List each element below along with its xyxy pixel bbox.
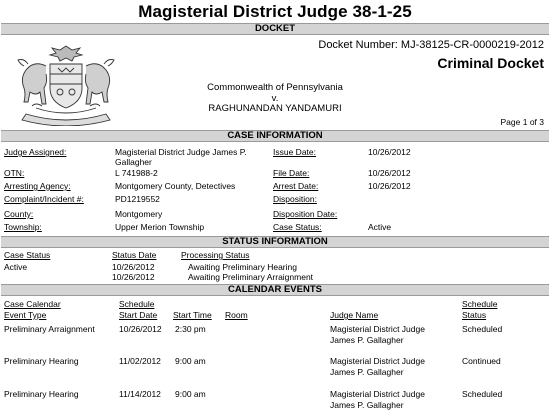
otn-label: OTN: xyxy=(4,168,25,178)
issue-date-value: 10/26/2012 xyxy=(368,147,411,157)
status-row-date: 10/26/2012 xyxy=(112,272,155,282)
event-time: 9:00 am xyxy=(175,389,206,399)
status-row-processing: Awaiting Preliminary Arraignment xyxy=(188,272,314,282)
event-date: 10/26/2012 xyxy=(119,324,162,334)
case-information-band: CASE INFORMATION xyxy=(1,130,549,142)
event-judge-line2: James P. Gallagher xyxy=(330,335,404,345)
judge-assigned-value: Magisterial District Judge James P. Gallagher xyxy=(115,147,247,167)
event-status: Scheduled xyxy=(462,324,503,334)
status-row-date: 10/26/2012 xyxy=(112,262,155,272)
event-time: 9:00 am xyxy=(175,356,206,366)
issue-date-label: Issue Date: xyxy=(273,147,316,157)
pennsylvania-seal-icon xyxy=(6,40,126,126)
complaint-value: PD1219552 xyxy=(115,194,160,204)
complaint-label: Complaint/Incident #: xyxy=(4,194,84,204)
page-title: Magisterial District Judge 38-1-25 xyxy=(138,2,412,21)
arrest-date-value: 10/26/2012 xyxy=(368,181,411,191)
col-schedule-status-top: Schedule xyxy=(462,299,498,309)
case-status-label: Case Status: xyxy=(273,222,322,232)
event-date: 11/14/2012 xyxy=(119,389,161,399)
caption-plaintiff: Commonwealth of Pennsylvania xyxy=(207,82,343,93)
arrest-date-label: Arrest Date: xyxy=(273,181,319,191)
disposition-date-label: Disposition Date: xyxy=(273,209,338,219)
file-date-value: 10/26/2012 xyxy=(368,168,411,178)
township-value: Upper Merion Township xyxy=(115,222,205,232)
col-case-status: Case Status xyxy=(4,250,51,260)
col-start-time: Start Time xyxy=(173,310,212,320)
caption-defendant: RAGHUNANDAN YANDAMURI xyxy=(208,103,342,114)
event-judge-line1: Magisterial District Judge xyxy=(330,324,425,334)
event-status: Scheduled xyxy=(462,389,503,399)
col-schedule: Schedule xyxy=(119,299,155,309)
docket-number: Docket Number: MJ-38125-CR-0000219-2012 xyxy=(318,39,544,51)
county-label: County: xyxy=(4,209,34,219)
docket-band: DOCKET xyxy=(1,23,549,35)
arresting-agency-value: Montgomery County, Detectives xyxy=(115,181,236,191)
status-case-status-value: Active xyxy=(4,262,28,272)
col-judge-name: Judge Name xyxy=(330,310,379,320)
event-type: Preliminary Hearing xyxy=(4,389,79,399)
file-date-label: File Date: xyxy=(273,168,310,178)
col-schedule-status: Status xyxy=(462,310,487,320)
col-room: Room xyxy=(225,310,248,320)
event-judge-line2: James P. Gallagher xyxy=(330,400,404,410)
page-indicator: Page 1 of 3 xyxy=(500,117,544,127)
event-judge-line1: Magisterial District Judge xyxy=(330,356,425,366)
judge-assigned-label: Judge Assigned: xyxy=(4,147,67,157)
township-label: Township: xyxy=(4,222,42,232)
status-information-band: STATUS INFORMATION xyxy=(1,236,549,248)
event-judge-line2: James P. Gallagher xyxy=(330,367,404,377)
arresting-agency-label: Arresting Agency: xyxy=(4,181,71,191)
calendar-events-band: CALENDAR EVENTS xyxy=(1,284,549,296)
col-case-calendar: Case Calendar xyxy=(4,299,61,309)
col-event-type: Event Type xyxy=(4,310,47,320)
case-status-value: Active xyxy=(368,222,392,232)
event-judge-line1: Magisterial District Judge xyxy=(330,389,425,399)
col-status-date: Status Date xyxy=(112,250,157,260)
status-row-processing: Awaiting Preliminary Hearing xyxy=(188,262,297,272)
col-processing-status: Processing Status xyxy=(181,250,250,260)
col-start-date: Start Date xyxy=(119,310,158,320)
event-type: Preliminary Arraignment xyxy=(4,324,95,334)
county-value: Montgomery xyxy=(115,209,163,219)
event-status: Continued xyxy=(462,356,501,366)
otn-value: L 741988-2 xyxy=(115,168,158,178)
event-date: 11/02/2012 xyxy=(119,356,161,366)
event-time: 2:30 pm xyxy=(175,324,206,334)
event-type: Preliminary Hearing xyxy=(4,356,79,366)
docket-type: Criminal Docket xyxy=(437,55,544,71)
disposition-label: Disposition: xyxy=(273,194,317,204)
caption-versus: v. xyxy=(271,93,279,104)
